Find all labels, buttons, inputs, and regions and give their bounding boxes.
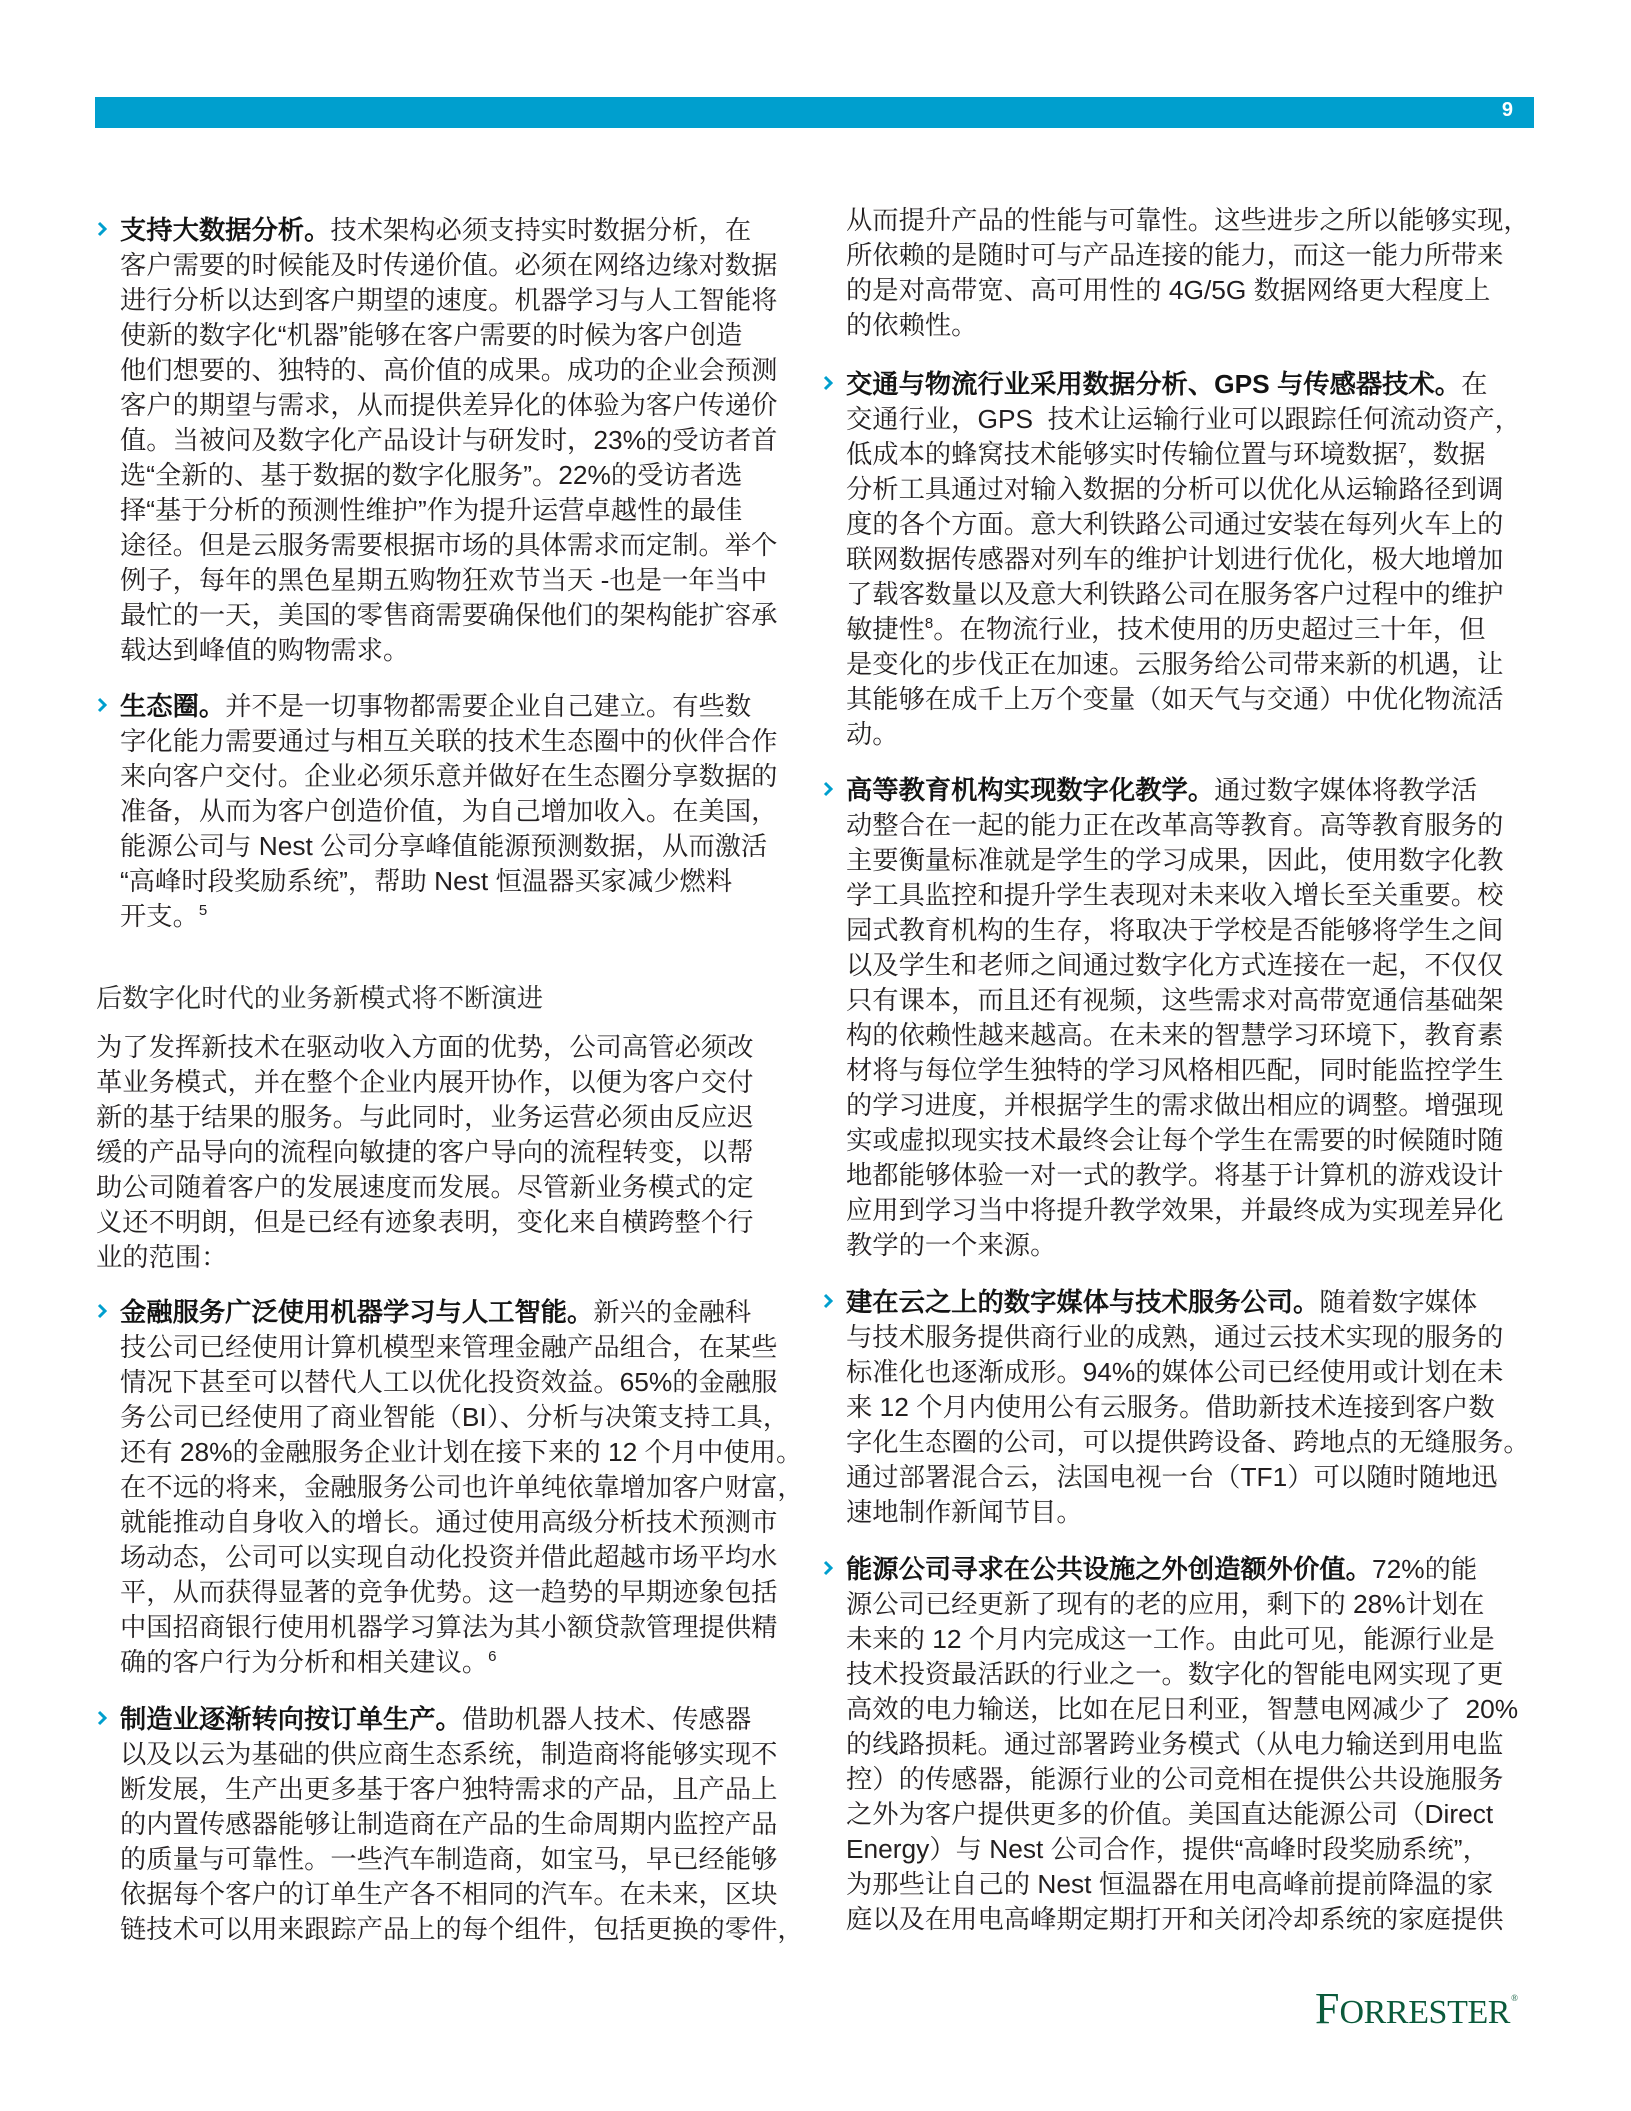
- text-run: 确的客户行为分析和相关建议。: [120, 1647, 489, 1677]
- text-line: [120, 563, 777, 598]
- text-run: 72%的能: [1371, 1554, 1478, 1584]
- text-line: [96, 1205, 753, 1240]
- text-line: [846, 1657, 1518, 1692]
- footnote-ref: 6: [488, 1648, 497, 1665]
- text-run: 随着数字媒体: [1319, 1287, 1478, 1317]
- text-line: [120, 1295, 804, 1330]
- text-run: 的是对高带宽、高可用性的 4G/5G 数据网络更大程度上: [846, 275, 1491, 305]
- text-run: 务公司已经使用了商业智能（BI）、分析与决策支持工具，: [120, 1402, 790, 1432]
- text-run: 进行分析以达到客户期望的速度。机器学习与人工智能将: [120, 285, 778, 315]
- text-run: 其能够在成千上万个变量（如天气与交通）中优化物流活: [846, 684, 1504, 714]
- text-line: [846, 1762, 1518, 1797]
- section-heading: [96, 981, 543, 1016]
- text-run: 新的基于结果的服务。与此同时，业务运营必须由反应迟: [96, 1102, 754, 1132]
- text-run: 断发展，生产出更多基于客户独特需求的产品，且产品上: [120, 1774, 778, 1804]
- text-line: [846, 1285, 1530, 1320]
- text-line: [120, 598, 777, 633]
- text-line: [846, 717, 1521, 752]
- text-line: [120, 1365, 804, 1400]
- bullet-item-higher-education: [846, 773, 1503, 1263]
- text-line: [846, 1088, 1503, 1123]
- text-run: 技术架构必须支持实时数据分析，在: [330, 215, 752, 245]
- text-run: 的线路损耗。通过部署跨业务模式（从电力输送到用电监: [846, 1729, 1504, 1759]
- text-line: [846, 1832, 1518, 1867]
- text-run: 技术投资最活跃的行业之一。数字化的智能电网实现了更: [846, 1659, 1504, 1689]
- text-run: 未来的 12 个月内完成这一工作。由此可见，能源行业是: [846, 1624, 1495, 1654]
- text-line: [120, 283, 777, 318]
- text-run: 园式教育机构的生存，将取决于学校是否能够将学生之间: [846, 915, 1504, 945]
- text-run: “高峰时段奖励系统”，帮助 Nest 恒温器买家减少燃料: [120, 866, 733, 896]
- text-run: 源公司已经更新了现有的老的应用，剩下的 28%计划在: [846, 1589, 1485, 1619]
- text-run: 就能推动自身收入的增长。通过使用高级分析技术预测市: [120, 1507, 778, 1537]
- chevron-right-icon: [823, 375, 833, 391]
- text-line: [846, 542, 1521, 577]
- text-run: 还有 28%的金融服务企业计划在接下来的 12 个月中使用。: [120, 1437, 803, 1467]
- text-run: 例子，每年的黑色星期五购物狂欢节当天 -也是一年当中: [120, 565, 768, 595]
- bullet-title: 生态圈。: [120, 691, 226, 721]
- text-line: [846, 808, 1503, 843]
- text-run: 值。当被问及数字化产品设计与研发时，23%的受访者首: [120, 425, 778, 455]
- text-line: [120, 248, 777, 283]
- text-line: [96, 1030, 753, 1065]
- text-line: [120, 1400, 804, 1435]
- text-run: 标准化也逐渐成形。94%的媒体公司已经使用或计划在未: [846, 1357, 1504, 1387]
- text-run: 联网数据传感器对列车的维护计划进行优化，极大地增加: [846, 544, 1504, 574]
- bullet-title: 能源公司寻求在公共设施之外创造额外价值。: [846, 1554, 1372, 1584]
- footnote-ref: 7: [1398, 440, 1407, 457]
- text-line: [120, 1470, 804, 1505]
- text-run: Energy）与 Nest 公司合作，提供“高峰时段奖励系统”，: [846, 1834, 1489, 1864]
- text-run: 高效的电力输送，比如在尼日利亚，智慧电网减少了 20%: [846, 1694, 1519, 1724]
- text-line: [120, 388, 777, 423]
- text-run: 所依赖的是随时可与产品连接的能力，而这一能力所带来: [846, 240, 1504, 270]
- text-run: 度的各个方面。意大利铁路公司通过安装在每列火车上的: [846, 509, 1504, 539]
- text-line: [120, 633, 777, 668]
- text-line: [120, 1575, 804, 1610]
- text-line: [846, 577, 1521, 612]
- text-run: 来向客户交付。企业必须乐意并做好在生态圈分享数据的: [120, 761, 778, 791]
- text-run: 交通行业，GPS 技术让运输行业可以跟踪任何流动资产，: [846, 404, 1521, 434]
- text-line: [846, 1622, 1518, 1657]
- bullet-title: 制造业逐渐转向按订单生产。: [120, 1704, 462, 1734]
- bullet-item-manufacturing: [120, 1702, 804, 1947]
- text-run: 并不是一切事物都需要企业自己建立。有些数: [225, 691, 752, 721]
- chevron-right-icon: [823, 1560, 833, 1576]
- text-line: [846, 1123, 1503, 1158]
- bullet-item-digital-media: [846, 1285, 1530, 1530]
- text-line: [120, 829, 777, 864]
- text-run: 构的依赖性越来越高。在未来的智慧学习环境下，教育素: [846, 1020, 1504, 1050]
- text-line: [846, 308, 1530, 343]
- heading-text: 后数字化时代的业务新模式将不断演进: [96, 983, 544, 1013]
- text-run: 控）的传感器，能源行业的公司竞相在提供公共设施服务: [846, 1764, 1504, 1794]
- text-run: 分析工具通过对输入数据的分析可以优化从运输路径到调: [846, 474, 1504, 504]
- text-line: [120, 1702, 804, 1737]
- text-line: [120, 1610, 804, 1645]
- text-run: 是变化的步伐正在加速。云服务给公司带来新的机遇，让: [846, 649, 1504, 679]
- bullet-item-financial-services: [120, 1295, 804, 1680]
- text-run: 开支。: [120, 901, 199, 931]
- text-line: [846, 1587, 1518, 1622]
- text-run: 客户需要的时候能及时传递价值。必须在网络边缘对数据: [120, 250, 778, 280]
- text-line: [96, 1240, 753, 1275]
- text-run: 了载客数量以及意大利铁路公司在服务客户过程中的维护: [846, 579, 1504, 609]
- text-line: [846, 402, 1521, 437]
- text-run: 实或虚拟现实技术最终会让每个学生在需要的时候随时随: [846, 1125, 1504, 1155]
- bullet-continuation: [846, 203, 1530, 343]
- text-line: [846, 367, 1521, 402]
- text-run: 动整合在一起的能力正在改革高等教育。高等教育服务的: [846, 810, 1504, 840]
- bullet-title: 支持大数据分析。: [120, 215, 331, 245]
- text-run: 敏捷性: [846, 614, 925, 644]
- text-run: 情况下甚至可以替代人工以优化投资效益。65%的金融服: [120, 1367, 778, 1397]
- text-line: [846, 773, 1503, 808]
- text-run: 平，从而获得显著的竞争优势。这一趋势的早期迹象包括: [120, 1577, 778, 1607]
- text-run: 为了发挥新技术在驱动收入方面的优势，公司高管必须改: [96, 1032, 754, 1062]
- text-run: 准备，从而为客户创造价值，为自己增加收入。在美国，: [120, 796, 778, 826]
- logo-text: ORRESTER: [1339, 1994, 1511, 2031]
- bullet-title: 建在云之上的数字媒体与技术服务公司。: [846, 1287, 1320, 1317]
- text-run: 业的范围：: [96, 1242, 228, 1272]
- text-line: [846, 472, 1521, 507]
- chevron-right-icon: [97, 221, 107, 237]
- text-run: 应用到学习当中将提升教学效果，并最终成为实现差异化: [846, 1195, 1504, 1225]
- text-line: [846, 273, 1530, 308]
- text-run: 只有课本，而且还有视频，这些需求对高带宽通信基础架: [846, 985, 1504, 1015]
- text-run: 途径。但是云服务需要根据市场的具体需求而定制。举个: [120, 530, 778, 560]
- chevron-right-icon: [97, 1710, 107, 1726]
- text-line: [846, 437, 1521, 472]
- registered-mark-icon: ®: [1511, 1993, 1518, 2003]
- chevron-right-icon: [823, 1293, 833, 1309]
- text-run: 择“基于分析的预测性维护”作为提升运营卓越性的最佳: [120, 495, 743, 525]
- text-line: [96, 1100, 753, 1135]
- text-line: [120, 1877, 804, 1912]
- chevron-right-icon: [823, 781, 833, 797]
- text-run: 主要衡量标准就是学生的学习成果，因此，使用数字化教: [846, 845, 1504, 875]
- text-run: 与技术服务提供商行业的成熟，通过云技术实现的服务的: [846, 1322, 1504, 1352]
- text-line: [120, 864, 777, 899]
- bullet-title: 金融服务广泛使用机器学习与人工智能。: [120, 1297, 594, 1327]
- bullet-item-energy: [846, 1552, 1518, 1937]
- text-line: [846, 913, 1503, 948]
- text-line: [120, 1737, 804, 1772]
- text-line: [120, 759, 777, 794]
- text-line: [846, 612, 1521, 647]
- text-line: [846, 238, 1530, 273]
- text-run: 在: [1461, 369, 1488, 399]
- text-line: [846, 682, 1521, 717]
- text-line: [120, 1435, 804, 1470]
- bullet-item-big-data: [120, 213, 777, 668]
- heading-line: [96, 981, 543, 1016]
- text-run: 革业务模式，并在整个企业内展开协作，以便为客户交付: [96, 1067, 754, 1097]
- footnote-ref: 5: [198, 902, 208, 919]
- text-run: 依据每个客户的订单生产各不相同的汽车。在未来，区块: [120, 1879, 778, 1909]
- text-run: 能源公司与 Nest 公司分享峰值能源预测数据，从而激活: [120, 831, 768, 861]
- text-run: 以及学生和老师之间通过数字化方式连接在一起，不仅仅: [846, 950, 1504, 980]
- text-line: [846, 878, 1503, 913]
- text-line: [96, 1135, 753, 1170]
- bullet-item-ecosystem: [120, 689, 777, 934]
- text-run: 借助机器人技术、传感器: [461, 1704, 752, 1734]
- text-line: [846, 1193, 1503, 1228]
- text-run: 低成本的蜂窝技术能够实时传输位置与环境数据: [846, 439, 1399, 469]
- text-run: 速地制作新闻节目。: [846, 1497, 1083, 1527]
- text-line: [120, 318, 777, 353]
- text-line: [846, 1228, 1503, 1263]
- text-line: [120, 689, 777, 724]
- text-run: 为那些让自己的 Nest 恒温器在用电高峰前提前降温的家: [846, 1869, 1494, 1899]
- text-line: [846, 1552, 1518, 1587]
- text-run: 新兴的金融科: [593, 1297, 752, 1327]
- page-number: 9: [1501, 99, 1513, 121]
- text-line: [846, 843, 1503, 878]
- text-run: 技公司已经使用计算机模型来管理金融产品组合，在某些: [120, 1332, 778, 1362]
- text-line: [846, 507, 1521, 542]
- text-line: [120, 1330, 804, 1365]
- text-run: 载达到峰值的购物需求。: [120, 635, 410, 665]
- text-run: 在不远的将来，金融服务公司也许单纯依靠增加客户财富，: [120, 1472, 804, 1502]
- text-line: [120, 794, 777, 829]
- text-line: [846, 1692, 1518, 1727]
- text-run: 从而提升产品的性能与可靠性。这些进步之所以能够实现，: [846, 205, 1530, 235]
- text-run: 地都能够体验一对一式的教学。将基于计算机的游戏设计: [846, 1160, 1504, 1190]
- text-run: 教学的一个来源。: [846, 1230, 1057, 1260]
- intro-paragraph: [96, 1030, 753, 1275]
- text-run: ，数据: [1406, 439, 1486, 469]
- text-line: [846, 1158, 1503, 1193]
- text-run: 通过部署混合云，法国电视一台（TF1）可以随时随地迅: [846, 1462, 1498, 1492]
- forrester-logo: [1315, 1976, 1518, 2033]
- text-run: 最忙的一天，美国的零售商需要确保他们的架构能扩容承: [120, 600, 778, 630]
- chevron-right-icon: [97, 697, 107, 713]
- bullet-item-transportation-logistics: [846, 367, 1521, 752]
- text-run: 来 12 个月内使用公有云服务。借助新技术连接到客户数: [846, 1392, 1495, 1422]
- text-line: [846, 1320, 1530, 1355]
- text-run: 的学习进度，并根据学生的需求做出相应的调整。增强现: [846, 1090, 1504, 1120]
- text-line: [96, 1170, 753, 1205]
- text-line: [120, 528, 777, 563]
- text-run: 的内置传感器能够让制造商在产品的生命周期内监控产品: [120, 1809, 778, 1839]
- text-line: [120, 213, 777, 248]
- text-line: [120, 1772, 804, 1807]
- text-line: [846, 1867, 1518, 1902]
- text-line: [846, 1495, 1530, 1530]
- text-line: [846, 203, 1530, 238]
- text-run: 通过数字媒体将教学活: [1214, 775, 1478, 805]
- text-line: [846, 1355, 1530, 1390]
- text-run: 选“全新的、基于数据的数字化服务”。22%的受访者选: [120, 460, 743, 490]
- text-line: [846, 1460, 1530, 1495]
- text-line: [120, 423, 777, 458]
- text-run: 字化生态圈的公司，可以提供跨设备、跨地点的无缝服务。: [846, 1427, 1530, 1457]
- text-line: [120, 1645, 804, 1680]
- text-run: 庭以及在用电高峰期定期打开和关闭冷却系统的家庭提供: [846, 1904, 1504, 1934]
- text-run: 助公司随着客户的发展速度而发展。尽管新业务模式的定: [96, 1172, 754, 1202]
- footnote-ref: 8: [924, 615, 934, 632]
- text-line: [846, 1390, 1530, 1425]
- text-run: 中国招商银行使用机器学习算法为其小额贷款管理提供精: [120, 1612, 778, 1642]
- text-line: [120, 899, 777, 934]
- text-run: 学工具监控和提升学生表现对未来收入增长至关重要。校: [846, 880, 1504, 910]
- text-line: [120, 1807, 804, 1842]
- text-run: 以及以云为基础的供应商生态系统，制造商将能够实现不: [120, 1739, 778, 1769]
- text-line: [96, 1065, 753, 1100]
- text-line: [120, 1505, 804, 1540]
- text-line: [846, 1727, 1518, 1762]
- text-line: [846, 1425, 1530, 1460]
- text-run: 动。: [846, 719, 899, 749]
- text-run: 使新的数字化“机器”能够在客户需要的时候为客户创造: [120, 320, 743, 350]
- header-bar: [95, 97, 1534, 128]
- text-run: 材将与每位学生独特的学习风格相匹配，同时能监控学生: [846, 1055, 1504, 1085]
- bullet-title: 交通与物流行业采用数据分析、GPS 与传感器技术。: [846, 369, 1462, 399]
- bullet-title: 高等教育机构实现数字化教学。: [846, 775, 1215, 805]
- logo-initial: F: [1315, 1984, 1340, 2033]
- text-line: [846, 1018, 1503, 1053]
- text-line: [120, 724, 777, 759]
- text-line: [120, 493, 777, 528]
- text-run: 缓的产品导向的流程向敏捷的客户导向的流程转变，以帮: [96, 1137, 754, 1167]
- text-run: 。在物流行业，技术使用的历史超过三十年，但: [933, 614, 1486, 644]
- text-line: [846, 1797, 1518, 1832]
- text-run: 他们想要的、独特的、高价值的成果。成功的企业会预测: [120, 355, 778, 385]
- text-run: 字化能力需要通过与相互关联的技术生态圈中的伙伴合作: [120, 726, 778, 756]
- text-line: [120, 458, 777, 493]
- text-line: [846, 1902, 1518, 1937]
- text-line: [120, 353, 777, 388]
- text-line: [846, 948, 1503, 983]
- text-line: [846, 647, 1521, 682]
- text-run: 义还不明朗，但是已经有迹象表明，变化来自横跨整个行: [96, 1207, 754, 1237]
- text-line: [120, 1912, 804, 1947]
- text-run: 场动态，公司可以实现自动化投资并借此超越市场平均水: [120, 1542, 778, 1572]
- text-run: 的质量与可靠性。一些汽车制造商，如宝马，早已经能够: [120, 1844, 778, 1874]
- text-line: [846, 1053, 1503, 1088]
- text-line: [846, 983, 1503, 1018]
- text-line: [120, 1540, 804, 1575]
- text-line: [120, 1842, 804, 1877]
- text-run: 客户的期望与需求，从而提供差异化的体验为客户传递价: [120, 390, 778, 420]
- chevron-right-icon: [97, 1303, 107, 1319]
- text-run: 的依赖性。: [846, 310, 978, 340]
- text-run: 之外为客户提供更多的价值。美国直达能源公司（Direct: [846, 1799, 1494, 1829]
- text-run: 链技术可以用来跟踪产品上的每个组件，包括更换的零件，: [120, 1914, 804, 1944]
